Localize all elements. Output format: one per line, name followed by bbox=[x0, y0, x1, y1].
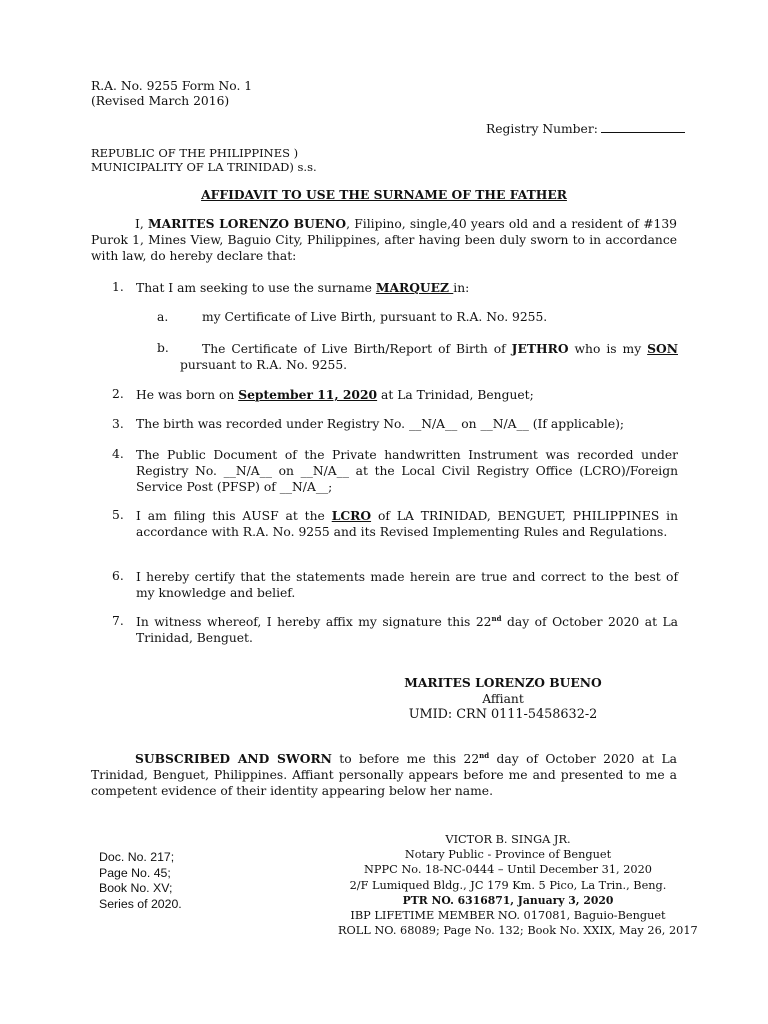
item-5-post: of LA TRINIDAD, BENGUET, PHILIPPINES in accordance with R.A. No. 9255 and its Revised Implementing Rules and Regulations. bbox=[136, 509, 678, 539]
surname-marquez: MARQUEZ bbox=[375, 280, 454, 295]
notary-ibp: IBP LIFETIME MEMBER NO. 017081, Baguio-Benguet bbox=[350, 909, 666, 923]
item-6-number: 6. bbox=[112, 569, 124, 583]
item-5-text bbox=[136, 508, 678, 540]
registry-number-line bbox=[486, 121, 685, 136]
item-3-text: The birth was recorded under Registry No. __N/A__ on __N/A__ (If applicable); bbox=[136, 417, 625, 431]
subitem-b-letter: b. bbox=[157, 341, 169, 355]
series-year: Series of 2020. bbox=[99, 896, 182, 911]
venue-republic: REPUBLIC OF THE PHILIPPINES ) bbox=[91, 146, 299, 160]
document-title: AFFIDAVIT TO USE THE SURNAME OF THE FATHER bbox=[201, 187, 567, 202]
item-5-pre: I am filing this AUSF at the bbox=[136, 509, 332, 523]
subitem-a-text: my Certificate of Live Birth, pursuant to R.A. No. 9255. bbox=[202, 310, 548, 324]
venue-municipality: MUNICIPALITY OF LA TRINIDAD) s.s. bbox=[91, 160, 317, 174]
notary-title: Notary Public - Province of Benguet bbox=[404, 848, 612, 862]
item-7-ordinal: nd bbox=[491, 613, 502, 623]
affiant-role: Affiant bbox=[482, 692, 524, 706]
item-7-pre: In witness whereof, I hereby affix my signature this 22 bbox=[136, 615, 492, 629]
item-2-number: 2. bbox=[112, 387, 124, 401]
item-6-text: I hereby certify that the statements made herein are true and correct to the best of my knowledge and belief. bbox=[136, 570, 678, 600]
subitem-b-pre: The Certificate of Live Birth/Report of Birth of bbox=[202, 342, 512, 356]
revision-note: (Revised March 2016) bbox=[91, 94, 230, 108]
page-number: Page No. 45; bbox=[99, 865, 171, 880]
item-7-post: day of October 2020 at La Trinidad, Benguet. bbox=[136, 615, 679, 645]
jurat-ordinal: nd bbox=[479, 750, 490, 760]
notarial-register-entry bbox=[99, 850, 182, 912]
item-1-text bbox=[136, 280, 469, 295]
item-1-number: 1. bbox=[112, 280, 124, 294]
subitem-b-post: pursuant to R.A. No. 9255. bbox=[180, 358, 348, 372]
form-number: R.A. No. 9255 Form No. 1 bbox=[91, 79, 253, 93]
intro-lead: I, bbox=[135, 217, 149, 231]
jurat-lead: SUBSCRIBED AND SWORN bbox=[135, 751, 332, 766]
registry-number-blank bbox=[601, 121, 685, 133]
birth-date: September 11, 2020 bbox=[238, 387, 378, 402]
book-number: Book No. XV; bbox=[99, 881, 173, 895]
subitem-b-text bbox=[180, 341, 678, 373]
affiant-id: UMID: CRN 0111-5458632-2 bbox=[408, 707, 598, 722]
notary-name: VICTOR B. SINGA JR. bbox=[445, 833, 571, 846]
item-2-post: at La Trinidad, Benguet; bbox=[377, 388, 534, 402]
notary-address: 2/F Lumiqued Bldg., JC 179 Km. 5 Pico, La Trin., Beng. bbox=[349, 878, 667, 892]
notary-block bbox=[338, 832, 698, 938]
office-lcro: LCRO bbox=[331, 508, 372, 523]
item-3-number: 3. bbox=[112, 417, 124, 431]
item-4-text: The Public Document of the Private handwritten Instrument was recorded under Registry No. __N/A__ on __N/A__ at the Local Civil Registry Office (LCRO)/Foreign Service Post (PFSP) of __N/A__; bbox=[136, 448, 678, 494]
registry-number-label: Registry Number: bbox=[486, 122, 598, 136]
subitem-a-letter: a. bbox=[157, 310, 169, 324]
jurat-pre: to before me this 22 bbox=[331, 752, 480, 766]
item-1-post: in: bbox=[453, 281, 470, 295]
child-name: JETHRO bbox=[511, 341, 569, 356]
item-7-number: 7. bbox=[112, 614, 124, 628]
item-7-text bbox=[136, 614, 678, 646]
child-relation: SON bbox=[647, 341, 678, 356]
subitem-b-mid: who is my bbox=[568, 342, 648, 356]
affiant-name-inline: MARITES LORENZO BUENO bbox=[148, 216, 347, 231]
intro-rest: , Filipino, single,40 years old and a resident of #139 Purok 1, Mines View, Baguio City, Philippines, after having been duly sworn to in accordance with law, do hereby declare that: bbox=[91, 217, 677, 263]
notary-ptr: PTR NO. 6316871, January 3, 2020 bbox=[402, 893, 614, 907]
notary-nppc: NPPC No. 18-NC-0444 – Until December 31, 2020 bbox=[364, 863, 652, 877]
item-1-pre: That I am seeking to use the surname bbox=[136, 281, 376, 295]
doc-number: Doc. No. 217; bbox=[99, 850, 175, 864]
item-2-pre: He was born on bbox=[136, 388, 239, 402]
item-4-number: 4. bbox=[112, 447, 124, 461]
notary-roll: ROLL NO. 68089; Page No. 132; Book No. XXIX, May 26, 2017 bbox=[338, 924, 698, 938]
item-2-text bbox=[136, 387, 534, 402]
jurat-post: day of October 2020 at La Trinidad, Benguet, Philippines. Affiant personally appears before me and presented to me a competent evidence of their identity appearing below her name. bbox=[91, 752, 677, 798]
affiant-block bbox=[378, 675, 628, 723]
intro-paragraph bbox=[91, 216, 677, 264]
item-5-number: 5. bbox=[112, 508, 124, 522]
jurat-paragraph bbox=[91, 751, 677, 799]
affiant-name: MARITES LORENZO BUENO bbox=[404, 675, 602, 690]
